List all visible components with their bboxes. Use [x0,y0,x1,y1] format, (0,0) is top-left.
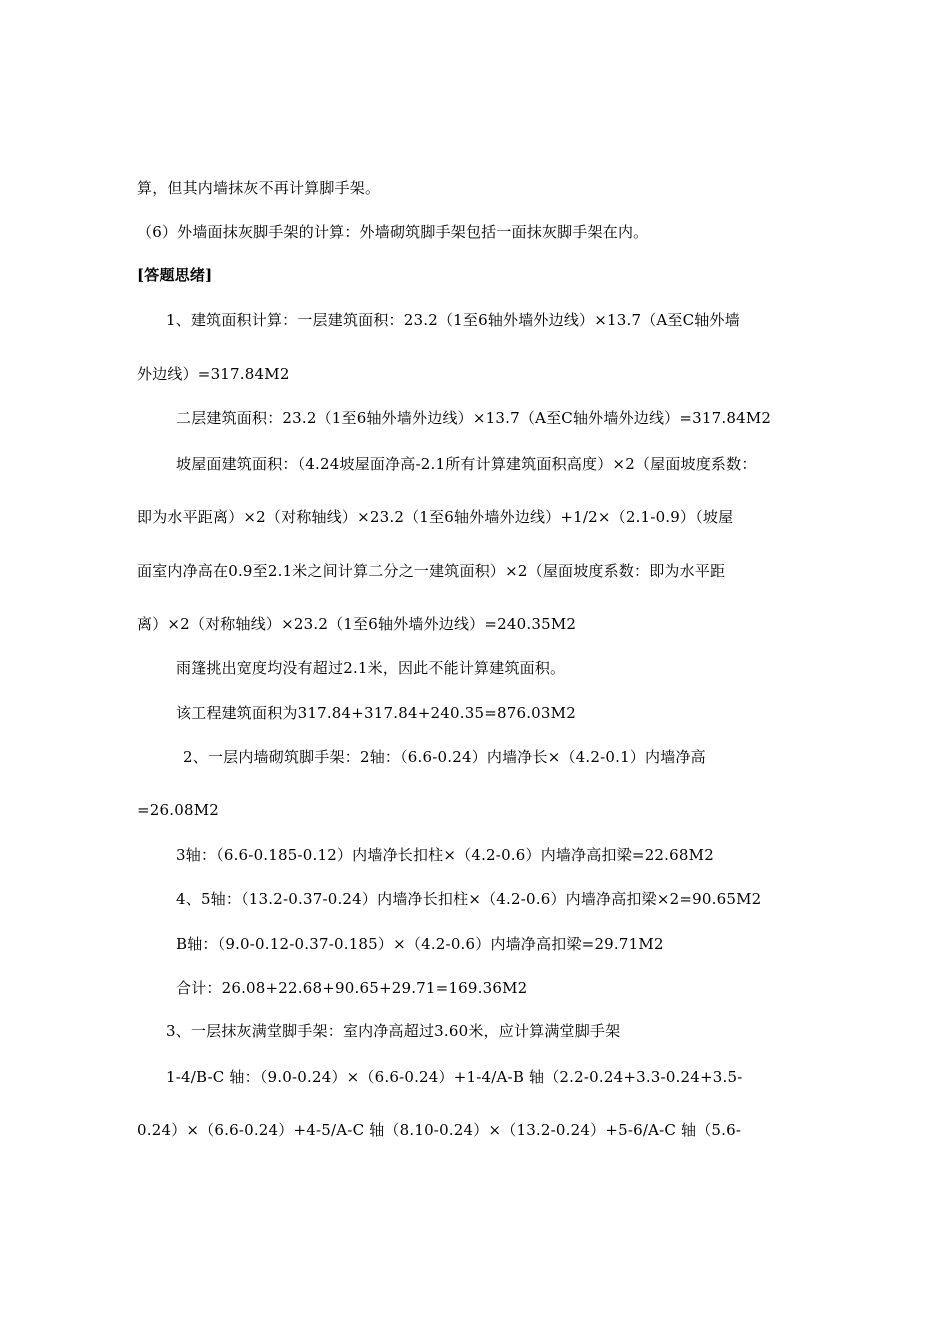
text-line: 该工程建筑面积为317.84+317.84+240.35=876.03M2 [176,704,576,722]
text-line: 2、一层内墙砌筑脚手架：2轴：（6.6-0.24）内墙净长×（4.2-0.1）内墙净高 [183,748,706,766]
text-line: 面室内净高在0.9至2.1米之间计算二分之一建筑面积）×2（屋面坡度系数：即为水平距 [137,562,726,580]
text-line: （6）外墙面抹灰脚手架的计算：外墙砌筑脚手架包括一面抹灰脚手架在内。 [137,223,649,241]
text-line: 二层建筑面积：23.2（1至6轴外墙外边线）×13.7（A至C轴外墙外边线）=317.84M2 [176,409,772,427]
text-line: 算，但其内墙抹灰不再计算脚手架。 [137,179,381,197]
text-line: 3、一层抹灰满堂脚手架：室内净高超过3.60米，应计算满堂脚手架 [166,1022,621,1040]
text-line: 坡屋面建筑面积：（4.24坡屋面净高-2.1所有计算建筑面积高度）×2（屋面坡度系数： [176,455,757,473]
text-line: 0.24）×（6.6-0.24）+4-5/A-C 轴（8.10-0.24）×（13.2-0.24）+5-6/A-C 轴（5.6- [137,1121,742,1139]
text-line: 4、5轴：（13.2-0.37-0.24）内墙净长扣柱×（4.2-0.6）内墙净高扣梁×2=90.65M2 [176,890,762,908]
text-line: 外边线）=317.84M2 [137,365,290,383]
text-line: 1-4/B-C 轴：（9.0-0.24）×（6.6-0.24）+1-4/A-B 轴（2.2-0.24+3.3-0.24+3.5- [166,1068,743,1086]
text-line: 1、建筑面积计算：一层建筑面积：23.2（1至6轴外墙外边线）×13.7（A至C轴外墙 [166,311,740,329]
text-line: 雨篷挑出宽度均没有超过2.1米，因此不能计算建筑面积。 [176,659,566,677]
text-line: 3轴：（6.6-0.185-0.12）内墙净长扣柱×（4.2-0.6）内墙净高扣梁=22.68M2 [176,846,714,864]
text-line: B轴：（9.0-0.12-0.37-0.185）×（4.2-0.6）内墙净高扣梁=29.71M2 [176,935,664,953]
text-line: 合计：26.08+22.68+90.65+29.71=169.36M2 [176,979,528,997]
text-line: 离）×2（对称轴线）×23.2（1至6轴外墙外边线）=240.35M2 [137,615,577,633]
section-heading: [答题思绪] [137,266,213,284]
text-line: =26.08M2 [137,801,220,819]
text-line: 即为水平距离）×2（对称轴线）×23.2（1至6轴外墙外边线）+1/2×（2.1-0.9）（坡屋 [137,508,734,526]
